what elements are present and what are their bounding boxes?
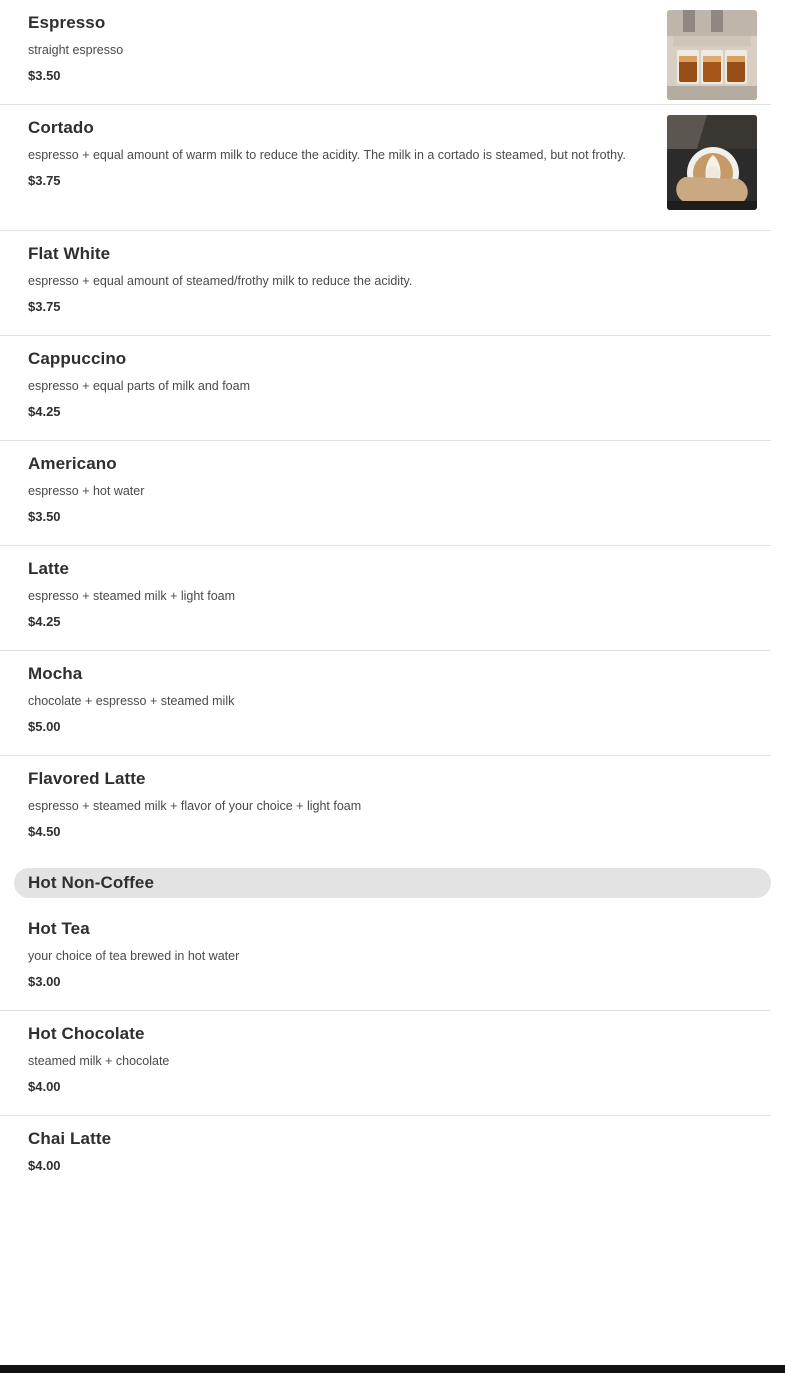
menu-item-espresso[interactable] (0, 0, 771, 105)
menu-item-price: $5.00 (28, 719, 61, 734)
menu-item-hot-tea[interactable] (0, 906, 771, 1011)
menu-item-description: steamed milk + chocolate (28, 1054, 170, 1068)
menu-item-text (28, 546, 757, 629)
menu-item-text (28, 441, 757, 524)
menu-item-name: Flat White (28, 244, 111, 263)
menu-item-latte[interactable] (0, 546, 771, 651)
menu-item-description: espresso + equal parts of milk and foam (28, 379, 250, 393)
section-header-title: Hot Non-Coffee (28, 873, 155, 892)
menu-item-text (28, 105, 653, 188)
menu-item-price: $3.50 (28, 68, 61, 83)
menu-item-americano[interactable] (0, 441, 771, 546)
menu-item-name: Hot Tea (28, 919, 90, 938)
menu-item-price: $3.75 (28, 299, 61, 314)
menu-item-text (28, 1011, 757, 1094)
menu-item-description: your choice of tea brewed in hot water (28, 949, 240, 963)
menu-item-cortado[interactable] (0, 105, 771, 231)
menu-item-chai-latte[interactable] (0, 1116, 771, 1220)
menu-item-mocha[interactable] (0, 651, 771, 756)
menu-item-flavored-latte[interactable] (0, 756, 771, 860)
menu-item-text (28, 336, 757, 419)
menu-item-text (28, 1116, 757, 1173)
menu-item-text (28, 756, 757, 839)
menu-item-flat-white[interactable] (0, 231, 771, 336)
menu-item-text (28, 651, 757, 734)
menu-item-name: Cappuccino (28, 349, 127, 368)
menu-item-description: espresso + steamed milk + light foam (28, 589, 236, 603)
menu-item-price: $3.75 (28, 173, 61, 188)
menu-item-price: $4.00 (28, 1158, 61, 1173)
menu-item-name: Cortado (28, 118, 94, 137)
menu-item-text (28, 0, 653, 83)
menu-item-hot-chocolate[interactable] (0, 1011, 771, 1116)
menu-item-price: $4.25 (28, 614, 61, 629)
menu-item-text (28, 231, 757, 314)
menu-item-cappuccino[interactable] (0, 336, 771, 441)
menu-item-name: Flavored Latte (28, 769, 146, 788)
cortado-cup-photo (667, 115, 757, 210)
bottom-bar (0, 1365, 785, 1373)
menu-item-description: chocolate + espresso + steamed milk (28, 694, 235, 708)
menu-item-name: Americano (28, 454, 117, 473)
menu-item-description: espresso + equal amount of steamed/frothy milk to reduce the acidity. (28, 274, 413, 288)
menu-item-price: $4.50 (28, 824, 61, 839)
menu-item-name: Chai Latte (28, 1129, 112, 1148)
espresso-shots-photo (667, 10, 757, 100)
menu-item-name: Latte (28, 559, 70, 578)
menu-item-price: $4.00 (28, 1079, 61, 1094)
menu-item-name: Mocha (28, 664, 83, 683)
menu-item-text (28, 906, 757, 989)
menu-item-price: $4.25 (28, 404, 61, 419)
section-header-hot-non-coffee (14, 868, 771, 898)
menu-item-price: $3.50 (28, 509, 61, 524)
menu-item-price: $3.00 (28, 974, 61, 989)
menu-item-description: straight espresso (28, 43, 124, 57)
menu-item-description: espresso + hot water (28, 484, 145, 498)
menu-item-description: espresso + equal amount of warm milk to reduce the acidity. The milk in a cortado is steamed, but not frothy. (28, 148, 626, 162)
menu-item-name: Hot Chocolate (28, 1024, 145, 1043)
menu-item-name: Espresso (28, 13, 106, 32)
menu-item-description: espresso + steamed milk + flavor of your choice + light foam (28, 799, 362, 813)
